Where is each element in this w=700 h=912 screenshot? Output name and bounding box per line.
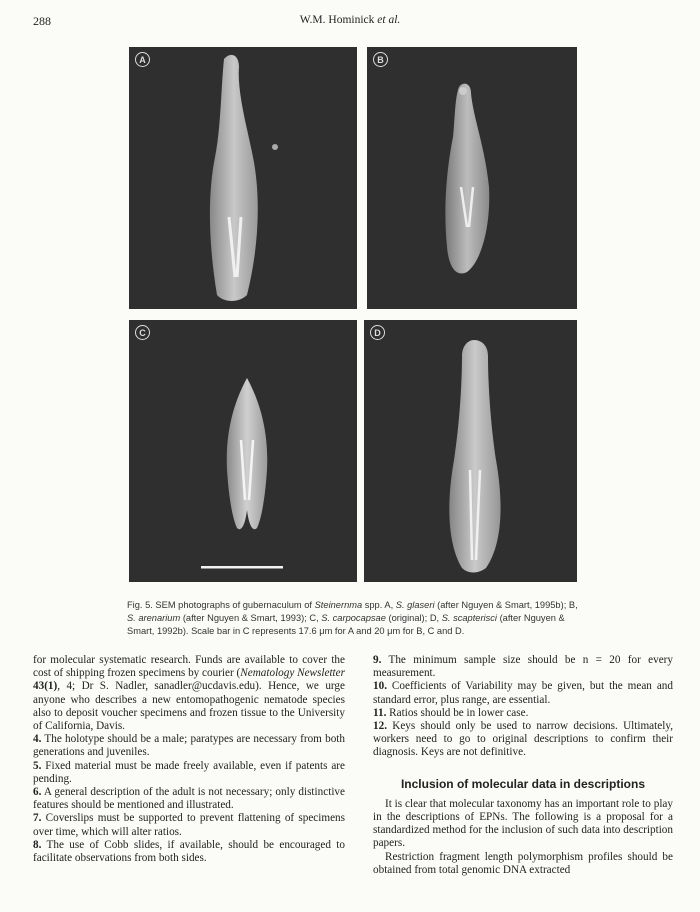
paragraph: Restriction fragment length polymorphism profiles should be obtained from total genomic DNA extracted [373,850,673,876]
right-column [373,654,673,877]
figure-panel-d [364,320,577,582]
list-item: 9. The minimum sample size should be n = 20 for every measurement. [373,654,673,680]
panel-label: D [370,325,385,340]
running-head [0,14,700,26]
paragraph: for molecular systematic research. Funds are available to cover the cost of shipping frozen specimens by courier (Nematology Newsletter 43(1), 4; Dr S. Nadler, sanadler@ucdavis.edu). Hence, we urge anyone who describes a new entomopathogenic nematode species also to deposit voucher specimens and frozen tissue to the University of California, Davis. [33,654,345,733]
scale-bar [201,566,283,569]
figure-panel-b [367,47,577,309]
sem-image-d [364,320,577,582]
paragraph: It is clear that molecular taxonomy has an important role to play in the descriptions of EPNs. The following is a proposal for a standardized method for the inclusion of such data into description papers. [373,797,673,850]
list-item: 11. Ratios should be in lower case. [373,706,529,719]
panel-label: C [135,325,150,340]
running-head-authors: W.M. Hominick [299,14,375,26]
figure-panel-a [129,47,357,309]
figure-panel-c [129,320,357,582]
list-item: 10. Coefficients of Variability may be given, but the mean and standard error, plus range, are essential. [373,680,673,706]
list-item: 12. Keys should only be used to narrow decisions. Ultimately, workers need to go to original descriptions to confirm their diagnosis. Keys are not definitive. [373,720,673,759]
figure-caption: Fig. 5. SEM photographs of gubernaculum of Steinernma spp. A, S. glaseri (after Nguyen & Smart, 1995b); B, S. arenarium (after Nguyen & Smart, 1993); C, S. carpocapsae (original); D, S. scapterisci (after Nguyen & Smart, 1992b). Scale bar in C represents 17.6 μm for A and 20 μm for B, C and D. [127,600,578,636]
list-item: 6. A general description of the adult is not necessary; only distinctive features should be mentioned and illustrated. [33,786,345,812]
list-item: 5. Fixed material must be made freely available, even if patents are pending. [33,759,345,785]
list-item: 7. Coverslips must be supported to prevent flattening of specimens over time, which will alter ratios. [33,812,345,838]
left-column [33,654,345,865]
section-heading: Inclusion of molecular data in descriptions [400,776,646,791]
list-item: 8. The use of Cobb slides, if available, should be encouraged to facilitate observations from both sides. [33,838,345,865]
sem-image-c [129,320,357,582]
panel-label: B [373,52,388,67]
list-item: 4. The holotype should be a male; paratypes are necessary from both generations and juveniles. [33,733,345,759]
running-head-etal: et al. [377,14,401,26]
sem-image-b [367,47,577,309]
sem-image-a [129,47,357,309]
page-number: 288 [33,14,51,28]
panel-label: A [135,52,150,67]
